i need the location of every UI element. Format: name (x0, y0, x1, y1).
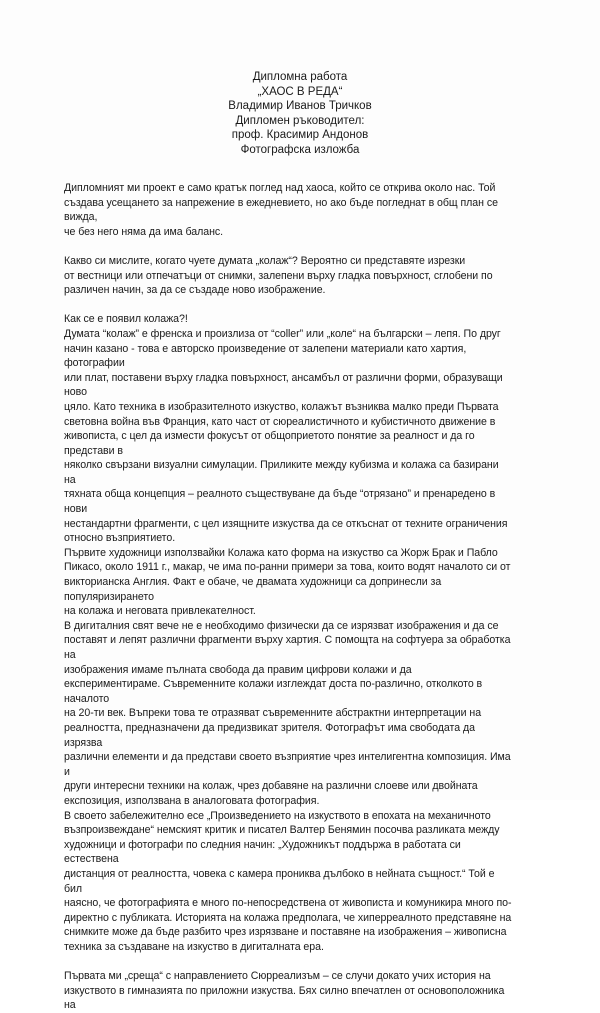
supervisor-label: Дипломен ръководител: (235, 114, 365, 127)
collage-question-paragraph: Какво си мислите, когато чуете думата „колаж“? Вероятно си представяте изрезки от вестници или отпечатъци от снимки, залепени върху гладка повърхност, сглобени по различен начин, за да се създаде ново изображение. (64, 254, 493, 297)
surrealism-paragraph: Първата ми „среща“ с направлението Сюрреализъм – се случи докато учих история на изкуството в гимназията по приложни изкуства. Бях силно впечатлен от основоположника на (64, 970, 505, 1012)
intro-paragraph: Дипломният ми проект е само кратък поглед над хаоса, който се открива около нас. Той създава усещането за напрежение в ежедневието, но ако бъде погледнат в общ план се вижда, че без него няма да има баланс. (64, 182, 498, 238)
document-body (64, 181, 512, 1013)
supervisor-name: проф. Красимир Андонов (231, 129, 369, 142)
document-type: Дипломна работа (252, 71, 348, 83)
digital-collage-paragraph: В дигиталния свят вече не е необходимо физически да се изрязват изображения и да се поставят и лепят различни фрагменти върху хартия. С помощта на софтуера за обработка на изображения имаме пълната свобода да правим цифрови колажи и да експериментираме. Съвременните колажи изглеждат доста по-различно, отколкото в началото на 20-ти век. Въпреки това те отразяват съвременните абстрактни интерпретации на реалността, предназначени да предизвикат зрителя. Фотографът има свободата да изрязва различни елементи и да представи своето възприятие чрез интелигентна композиция. Има и други интересни техники на колаж, чрез добавяне на различни слоеве или двойната експозиция, използвана в аналоговата фотография. (64, 619, 511, 807)
title-block (0, 70, 600, 158)
author-name: Владимир Иванов Тричков (228, 100, 372, 113)
project-title: „ХАОС В РЕДА“ (257, 85, 343, 98)
exhibition-type: Фотографска изложба (240, 143, 360, 156)
collage-definition-paragraph: Думата “колаж” е френска и произлиза от “coller” или „коле“ на български – лепя. По друг начин казано - това е авторско произведение от залепени материали като хартия, фотографии или плат, поставени върху гладка повърхност, ансамбъл от различни форми, образуващи ново цяло. Като техника в изобразителното изкуство, колажът възниква малко преди Първата световна война във Франция, като част от сюреалистичното и кубистичното движение в живописта, с цел да измести фокусът от общоприетото понятие за реалност и да го представи в няколко свързани визуални симулации. Приликите между кубизма и колажа са базирани на тяхната обща концепция – реалното съществуване да бъде “отрязано” и пренаредено в нови нестандартни фрагменти, с цел изящните изкуства да се откъснат от техните ограничения относно възприятието. (64, 327, 508, 545)
first-artists-paragraph: Първите художници използвайки Колажа като форма на изкуство са Жорж Брак и Пабло Пикасо, около 1911 г., макар, че има по-ранни примери за това, които водят началото си от викторианска Англия. Факт е обаче, че двамата художници са допринесли за популяризирането на колажа и неговата привлекателност. (64, 546, 511, 618)
benjamin-essay-paragraph: В своето забележително есе „Произведението на изкуството в епохата на механичното възпроизвеждане“ немският критик и писател Валтер Бенямин посочва разликата между художници и фотографи по следния начин: „Художникът поддържа в работата си естествена дистанция от реалността, човека с камера прониква дълбоко в нейната същност.“ Той е бил наясно, че фотографията е много по-непосредствена от живописта и комуникира много по- директно с публиката. Историята на колажа предполага, че хиперреалното представяне на снимките може да бъде разбито чрез изрязване и поставяне на изображения – живописна техника за създаване на изкуство в дигиталната ера. (64, 809, 512, 953)
section-heading: Как се е появил колажа?! (64, 313, 188, 326)
